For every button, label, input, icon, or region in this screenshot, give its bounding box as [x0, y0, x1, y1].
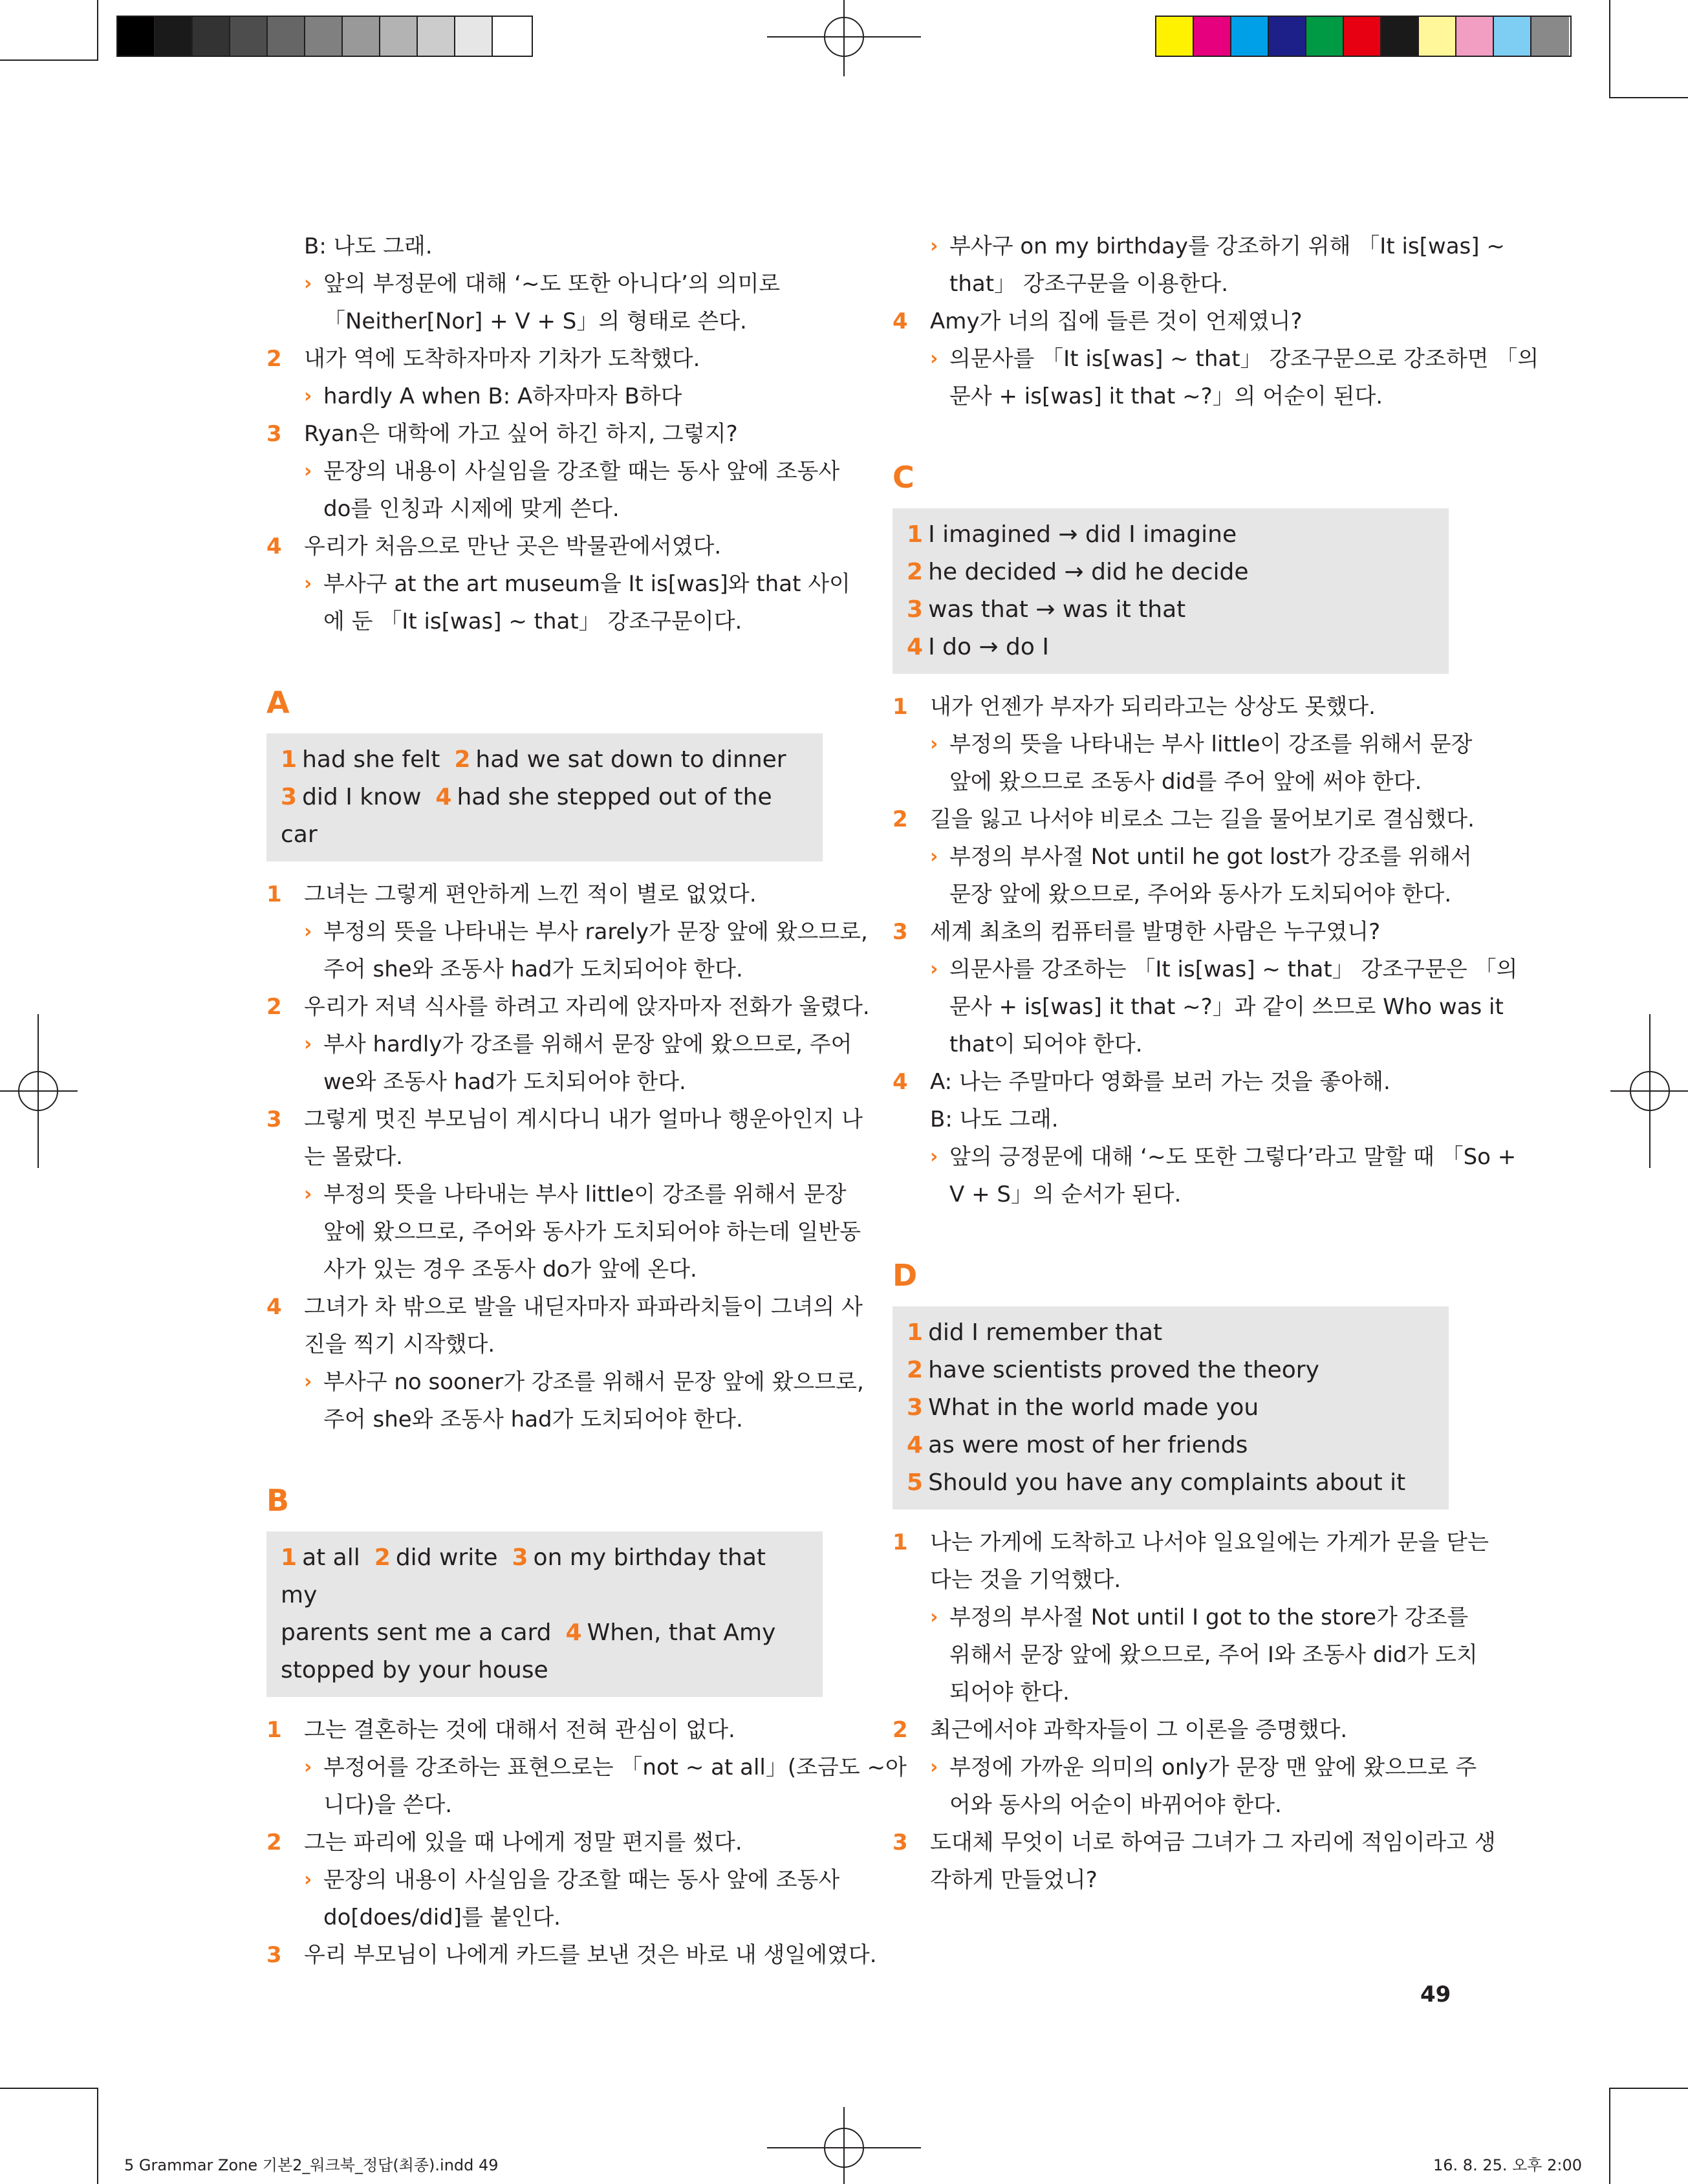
left-column — [266, 228, 907, 1974]
explanation-line: 되어야 한다. — [949, 1680, 1070, 1705]
answer-line — [281, 1614, 808, 1652]
answer-line — [907, 1389, 1434, 1427]
section-label-a: A — [266, 685, 290, 720]
translation-line: 그는 파리에 있을 때 나에게 정말 편지를 썼다. — [304, 1830, 742, 1855]
explanation-line: 사가 있는 경우 조동사 do가 앞에 온다. — [323, 1257, 697, 1282]
translation-line: 그렇게 멋진 부모님이 계시다니 내가 얼마나 행운아인지 나 — [304, 1107, 863, 1132]
answer-number: 1 — [907, 521, 924, 548]
arrow-icon: › — [304, 272, 312, 295]
explanation-line: 문장의 내용이 사실임을 강조할 때는 동사 앞에 조동사 — [323, 1867, 840, 1893]
translation-text — [304, 988, 870, 1026]
translation-item — [893, 1824, 1496, 1899]
color-swatch — [268, 17, 305, 56]
translation-text — [930, 1063, 1449, 1138]
answer-text: When, that Amy — [587, 1619, 776, 1646]
translation-line: 다는 것을 기억했다. — [930, 1567, 1121, 1593]
explanation-note — [266, 265, 823, 340]
translation-item — [266, 876, 823, 913]
answer-line — [907, 516, 1434, 554]
explanation-line: 부사구 no sooner가 강조를 위해서 문장 앞에 왔으므로, — [323, 1369, 864, 1395]
explanation-line: 문사 + is[was] it that ~?」과 같이 쓰므로 Who was it — [949, 994, 1504, 1020]
explanation-text — [949, 228, 1505, 303]
item-number: 1 — [266, 1717, 282, 1743]
item-number: 2 — [266, 994, 282, 1020]
translation-text — [304, 1288, 863, 1363]
explanation-line: V + S」의 순서가 된다. — [949, 1182, 1182, 1207]
explanation-text — [949, 340, 1539, 415]
explanation-line: 니다)을 쓴다. — [323, 1792, 453, 1818]
answer-text: at all — [302, 1544, 360, 1571]
translation-item — [893, 1063, 1449, 1138]
translation-text — [930, 801, 1475, 838]
answer-line — [907, 1427, 1434, 1464]
explanation-line: 문장 앞에 왔으므로, 주어와 동사가 도치되어야 한다. — [949, 881, 1452, 907]
translation-line: 각하게 만들었니? — [930, 1867, 1098, 1893]
answer-line — [281, 741, 808, 779]
arrow-icon: › — [930, 1606, 938, 1628]
arrow-icon: › — [930, 347, 938, 370]
explanation-text — [323, 1861, 839, 1936]
translation-text — [930, 913, 1449, 951]
answer-text: What in the world made you — [928, 1394, 1259, 1421]
answer-line — [907, 1464, 1434, 1502]
arrow-icon: › — [930, 958, 938, 980]
explanation-line: hardly A when B: A하자마자 B하다 — [323, 384, 682, 409]
translation-item — [266, 1288, 863, 1363]
translation-text — [304, 1936, 877, 1974]
translation-line: 그는 결혼하는 것에 대해서 전혀 관심이 없다. — [304, 1717, 735, 1743]
color-calibration-bar — [1155, 16, 1572, 57]
registration-line — [0, 1090, 78, 1092]
color-swatch — [1456, 17, 1494, 56]
explanation-note — [266, 453, 840, 528]
explanation-text — [323, 453, 839, 528]
translation-item — [266, 1936, 877, 1974]
item-number: 3 — [266, 1942, 282, 1968]
answer-box — [893, 508, 1449, 674]
item-number: 1 — [893, 694, 908, 720]
translation-line: 우리가 저녁 식사를 하려고 자리에 앉자마자 전화가 울렸다. — [304, 994, 870, 1020]
explanation-line: 의문사를 「It is[was] ~ that」 강조구문으로 강조하면 「의 — [949, 346, 1539, 372]
explanation-text — [949, 1749, 1477, 1824]
answer-text: Should you have any complaints about it — [928, 1469, 1406, 1496]
registration-line — [38, 1014, 39, 1168]
explanation-text — [323, 265, 823, 340]
explanation-text — [323, 565, 850, 640]
translation-text — [304, 415, 823, 453]
explanation-line: 부정의 부사절 Not until I got to the store가 강조를 — [949, 1605, 1469, 1630]
crop-mark — [1609, 0, 1610, 98]
explanation-text — [323, 1749, 907, 1824]
footer-file-name: 5 Grammar Zone 기본2_워크북_정답(최종).indd 49 — [124, 2156, 499, 2174]
section-label-c: C — [893, 460, 914, 495]
color-swatch — [1156, 17, 1194, 56]
explanation-note — [266, 1363, 864, 1438]
arrow-icon: › — [930, 1145, 938, 1168]
registration-line — [843, 0, 845, 76]
answer-line — [907, 591, 1434, 629]
translation-line: 우리 부모님이 나에게 카드를 보낸 것은 바로 내 생일에였다. — [304, 1942, 877, 1968]
arrow-icon: › — [930, 235, 938, 257]
translation-line: Ryan은 대학에 가고 싶어 하긴 하지, 그렇지? — [304, 421, 738, 447]
explanation-line: 부정의 뜻을 나타내는 부사 little이 강조를 위해서 문장 — [949, 731, 1473, 757]
color-swatch — [155, 17, 193, 56]
item-number: 4 — [893, 308, 908, 334]
answer-text: had we sat down to dinner — [475, 746, 786, 773]
explanation-line: do[does/did]를 붙인다. — [323, 1905, 561, 1930]
answer-line — [281, 779, 808, 854]
answer-line — [907, 554, 1434, 591]
explanation-line: 앞에 왔으므로, 주어와 동사가 도치되어야 하는데 일반동 — [323, 1219, 861, 1245]
explanation-text — [323, 913, 868, 988]
arrow-icon: › — [304, 1868, 312, 1891]
explanation-line: 부정에 가까운 의미의 only가 문장 맨 앞에 왔으므로 주 — [949, 1755, 1477, 1780]
explanation-note — [893, 1599, 1478, 1711]
item-number: 4 — [266, 1294, 282, 1320]
translation-line: 내가 역에 도착하자마자 기차가 도착했다. — [304, 346, 700, 372]
explanation-note — [266, 1749, 907, 1824]
translation-item — [893, 688, 1449, 726]
answer-number: 2 — [374, 1544, 391, 1571]
explanation-text — [949, 726, 1472, 801]
color-swatch — [118, 17, 155, 56]
explanation-line: 문사 + is[was] it that ~?」의 어순이 된다. — [949, 384, 1383, 409]
translation-text — [930, 1711, 1449, 1749]
explanation-line: 어와 동사의 어순이 바뀌어야 한다. — [949, 1792, 1282, 1818]
translation-item — [893, 913, 1449, 951]
explanation-note — [893, 340, 1539, 415]
answer-text: I do → do I — [928, 634, 1049, 660]
translation-text — [304, 228, 823, 265]
answer-text: was that → was it that — [928, 596, 1186, 623]
registration-line — [1649, 1014, 1650, 1168]
item-number: 3 — [893, 919, 908, 945]
translation-line: 최근에서야 과학자들이 그 이론을 증명했다. — [930, 1717, 1348, 1743]
crop-mark — [97, 2088, 98, 2184]
explanation-note — [893, 1749, 1477, 1824]
explanation-text — [323, 378, 823, 415]
explanation-note — [893, 951, 1518, 1063]
answer-text: had she stepped out of the car — [281, 784, 772, 848]
color-swatch — [1419, 17, 1456, 56]
translation-item — [266, 1101, 863, 1176]
explanation-line: 「Neither[Nor] + V + S」의 형태로 쓴다. — [323, 308, 747, 334]
item-number: 1 — [893, 1530, 908, 1555]
answer-text: parents sent me a card — [281, 1619, 552, 1646]
color-swatch — [1531, 17, 1569, 56]
translation-text — [304, 1711, 823, 1749]
arrow-icon: › — [304, 385, 312, 407]
translation-line: 우리가 처음으로 만난 곳은 박물관에서였다. — [304, 534, 722, 559]
answer-number: 3 — [907, 1394, 924, 1421]
explanation-line: 앞의 부정문에 대해 ‘~도 또한 아니다’의 의미로 — [323, 271, 781, 297]
translation-line: 그녀는 그렇게 편안하게 느낀 적이 별로 없었다. — [304, 881, 757, 907]
explanation-line: 부정의 뜻을 나타내는 부사 rarely가 문장 앞에 왔으므로, — [323, 919, 868, 945]
explanation-line: 주어 she와 조동사 had가 도치되어야 한다. — [323, 1407, 743, 1433]
translation-text — [304, 1101, 863, 1176]
explanation-note — [266, 1861, 840, 1936]
color-swatch — [1231, 17, 1269, 56]
color-swatch — [230, 17, 268, 56]
section-label-d: D — [893, 1258, 918, 1293]
explanation-note — [893, 228, 1505, 303]
color-swatch — [305, 17, 343, 56]
translation-line: 나는 가게에 도착하고 나서야 일요일에는 가게가 문을 닫는 — [930, 1530, 1489, 1555]
item-number: 1 — [266, 881, 282, 907]
explanation-note — [266, 913, 868, 988]
crop-mark — [0, 59, 98, 61]
arrow-icon: › — [304, 1183, 312, 1206]
answer-line — [907, 629, 1434, 666]
answer-number: 2 — [454, 746, 471, 773]
item-number: 2 — [893, 1717, 908, 1743]
arrow-icon: › — [304, 920, 312, 943]
crop-mark — [0, 2088, 98, 2089]
explanation-text — [949, 838, 1472, 913]
translation-text — [930, 1824, 1496, 1899]
color-swatch — [493, 17, 530, 56]
crop-mark — [1609, 97, 1688, 98]
explanation-line: 앞에 왔으므로 조동사 did를 주어 앞에 써야 한다. — [949, 769, 1422, 795]
explanation-line: that」 강조구문을 이용한다. — [949, 271, 1229, 297]
translation-line: B: 나도 그래. — [304, 233, 433, 259]
translation-line: 는 몰랐다. — [304, 1144, 403, 1170]
answer-text: did I remember that — [928, 1319, 1163, 1346]
translation-text — [930, 688, 1449, 726]
translation-line: 길을 잃고 나서야 비로소 그는 길을 물어보기로 결심했다. — [930, 806, 1475, 832]
section-label-b: B — [266, 1483, 290, 1518]
answer-number: 4 — [435, 784, 452, 810]
answer-number: 3 — [281, 784, 298, 810]
explanation-line: 위해서 문장 앞에 왔으므로, 주어 I와 조동사 did가 도치 — [949, 1642, 1478, 1668]
answer-number: 4 — [907, 1432, 924, 1458]
crop-mark — [1609, 2088, 1688, 2089]
explanation-note — [266, 565, 850, 640]
answer-line — [907, 1314, 1434, 1352]
arrow-icon: › — [930, 845, 938, 868]
explanation-line: 부정의 뜻을 나타내는 부사 little이 강조를 위해서 문장 — [323, 1182, 847, 1207]
translation-item — [893, 1524, 1489, 1599]
explanation-line: 부정의 부사절 Not until he got lost가 강조를 위해서 — [949, 844, 1472, 870]
color-swatch — [193, 17, 230, 56]
item-number: 3 — [266, 421, 282, 447]
answer-text: had she felt — [302, 746, 440, 773]
translation-line: 세계 최초의 컴퓨터를 발명한 사람은 누구였니? — [930, 919, 1381, 945]
explanation-note — [266, 1176, 861, 1288]
translation-line: 내가 언젠가 부자가 되리라고는 상상도 못했다. — [930, 694, 1376, 720]
answer-number: 3 — [512, 1544, 528, 1571]
crop-mark — [1609, 2088, 1610, 2184]
crop-mark — [97, 0, 98, 59]
answer-number: 5 — [907, 1469, 924, 1496]
color-swatch — [418, 17, 455, 56]
explanation-line: 주어 she와 조동사 had가 도치되어야 한다. — [323, 957, 743, 982]
answer-text: stopped by your house — [281, 1657, 548, 1683]
translation-line: 그녀가 차 밖으로 발을 내딛자마자 파파라치들이 그녀의 사 — [304, 1294, 863, 1320]
explanation-line: do를 인칭과 시제에 맞게 쓴다. — [323, 496, 620, 522]
item-number: 4 — [893, 1069, 908, 1095]
item-number: 3 — [893, 1830, 908, 1855]
translation-item — [266, 415, 823, 453]
translation-text — [304, 340, 823, 378]
explanation-note — [266, 1026, 852, 1101]
arrow-icon: › — [304, 1756, 312, 1779]
answer-number: 3 — [907, 596, 924, 623]
translation-item — [893, 303, 1449, 340]
explanation-line: 문장의 내용이 사실임을 강조할 때는 동사 앞에 조동사 — [323, 459, 840, 484]
color-swatch — [380, 17, 418, 56]
explanation-note — [893, 838, 1472, 913]
arrow-icon: › — [304, 460, 312, 482]
answer-number: 2 — [907, 1357, 924, 1383]
answer-text: he decided → did he decide — [928, 559, 1249, 585]
answer-line — [281, 1539, 808, 1614]
color-swatch — [1269, 17, 1306, 56]
item-number: 2 — [893, 806, 908, 832]
arrow-icon: › — [304, 1370, 312, 1393]
explanation-line: that이 되어야 한다. — [949, 1032, 1143, 1057]
explanation-text — [323, 1176, 861, 1288]
translation-text — [304, 876, 823, 913]
page-number: 49 — [1420, 1982, 1451, 2007]
explanation-line: 부사구 on my birthday를 강조하기 위해 「It is[was] ~ — [949, 233, 1505, 259]
item-number: 2 — [266, 346, 282, 372]
item-number: 2 — [266, 1830, 282, 1855]
translation-line: 도대체 무엇이 너로 하여금 그녀가 그 자리에 적임이라고 생 — [930, 1830, 1496, 1855]
explanation-text — [323, 1363, 864, 1438]
gray-calibration-bar — [116, 16, 533, 57]
color-swatch — [1381, 17, 1419, 56]
color-swatch — [1306, 17, 1344, 56]
translation-line: 진을 찍기 시작했다. — [304, 1332, 495, 1357]
translation-text — [304, 1824, 823, 1861]
answer-text: did write — [395, 1544, 498, 1571]
translation-item — [266, 988, 870, 1026]
footer-timestamp: 16. 8. 25. 오후 2:00 — [1433, 2156, 1583, 2174]
item-number: 3 — [266, 1107, 282, 1132]
translation-text — [930, 303, 1449, 340]
translation-line: B: 나도 그래. — [930, 1107, 1059, 1132]
explanation-line: 에 둔 「It is[was] ~ that」 강조구문이다. — [323, 609, 742, 634]
explanation-note — [266, 378, 823, 415]
explanation-line: 의문사를 강조하는 「It is[was] ~ that」 강조구문은 「의 — [949, 957, 1518, 982]
answer-number: 1 — [281, 1544, 298, 1571]
answer-line — [907, 1352, 1434, 1389]
item-number: 4 — [266, 534, 282, 559]
answer-text: did I know — [302, 784, 422, 810]
explanation-line: we와 조동사 had가 도치되어야 한다. — [323, 1069, 686, 1095]
explanation-line: 부사 hardly가 강조를 위해서 문장 앞에 왔으므로, 주어 — [323, 1032, 852, 1057]
explanation-note — [893, 726, 1473, 801]
answer-number: 4 — [907, 634, 924, 660]
translation-item — [893, 1711, 1449, 1749]
answer-number: 4 — [565, 1619, 582, 1646]
color-swatch — [1194, 17, 1231, 56]
arrow-icon: › — [304, 572, 312, 595]
right-column — [893, 228, 1539, 1899]
color-swatch — [1344, 17, 1381, 56]
explanation-text — [949, 1138, 1516, 1213]
explanation-note — [893, 1138, 1517, 1213]
translation-item — [266, 528, 823, 565]
answer-text: I imagined → did I imagine — [928, 521, 1237, 548]
explanation-line: 앞의 긍정문에 대해 ‘~도 또한 그렇다’라고 말할 때 「So + — [949, 1144, 1517, 1170]
answer-number: 2 — [907, 559, 924, 585]
translation-line: A: 나는 주말마다 영화를 보러 가는 것을 좋아해. — [930, 1069, 1390, 1095]
explanation-line: 부정어를 강조하는 표현으로는 「not ~ at all」(조금도 ~아 — [323, 1755, 907, 1780]
registration-line — [843, 2107, 845, 2184]
translation-line: Amy가 너의 집에 들른 것이 언제였니? — [930, 308, 1303, 334]
arrow-icon: › — [930, 1756, 938, 1779]
translation-item — [266, 228, 823, 265]
translation-item — [266, 1711, 823, 1749]
explanation-text — [949, 951, 1517, 1063]
translation-text — [930, 1524, 1489, 1599]
color-swatch — [455, 17, 493, 56]
answer-text: on my birthday that my — [281, 1544, 766, 1608]
translation-text — [304, 528, 823, 565]
translation-item — [266, 340, 823, 378]
translation-item — [266, 1824, 823, 1861]
answer-number: 1 — [281, 746, 298, 773]
arrow-icon: › — [930, 733, 938, 755]
answer-text: as were most of her friends — [928, 1432, 1248, 1458]
answer-box — [893, 1306, 1449, 1509]
answer-text: have scientists proved the theory — [928, 1357, 1319, 1383]
answer-box — [266, 1531, 823, 1697]
explanation-text — [323, 1026, 852, 1101]
answer-line — [281, 1652, 808, 1689]
answer-number: 1 — [907, 1319, 924, 1346]
arrow-icon: › — [304, 1033, 312, 1055]
color-swatch — [1494, 17, 1531, 56]
explanation-text — [949, 1599, 1478, 1711]
explanation-line: 부사구 at the art museum을 It is[was]와 that 사이 — [323, 571, 850, 597]
color-swatch — [343, 17, 380, 56]
translation-item — [893, 801, 1475, 838]
answer-box — [266, 733, 823, 861]
